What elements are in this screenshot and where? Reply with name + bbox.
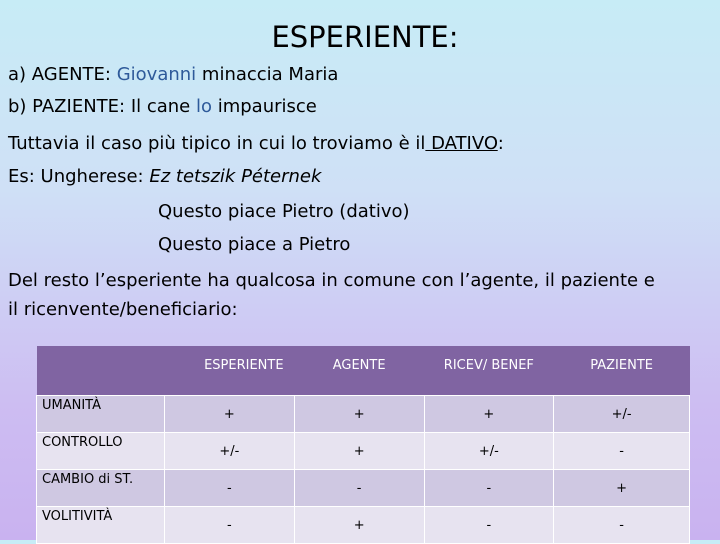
line-agente-prefix: a) AGENTE: [8, 64, 117, 85]
slide-title: ESPERIENTE: [271, 20, 459, 54]
table-header-cell [37, 346, 165, 396]
table-row [37, 433, 690, 470]
table-header-row [37, 346, 690, 396]
line-translation-1: Questo piace Pietro (dativo) [158, 201, 410, 222]
line-paziente-rest: impaurisce [212, 96, 317, 117]
table-cell: - [554, 507, 690, 544]
table-header-cell: RICEV/ BENEF [424, 346, 554, 396]
features-table [36, 346, 690, 544]
line-dativo-underlined: DATIVO [425, 133, 498, 154]
line-paziente-prefix: b) PAZIENTE: Il cane [8, 96, 196, 117]
table-row [37, 470, 690, 507]
line-example [8, 166, 321, 187]
table-cell: - [294, 470, 424, 507]
line-agente-highlight: Giovanni [116, 64, 197, 85]
table-cell: - [424, 470, 554, 507]
table-cell: +/- [164, 433, 294, 470]
line-dativo-rest: : [497, 133, 504, 154]
table-row-label: CONTROLLO [37, 433, 165, 470]
line-example-prefix: Es: Ungherese: [8, 166, 150, 187]
table-cell: + [164, 396, 294, 433]
table-cell: - [164, 507, 294, 544]
table-row-label: UMANITÀ [37, 396, 165, 433]
table-cell: + [294, 433, 424, 470]
table-cell: +/- [554, 396, 690, 433]
table-cell: - [424, 507, 554, 544]
table-cell: +/- [424, 433, 554, 470]
table-row-label: VOLITIVITÀ [37, 507, 165, 544]
line-agente [8, 64, 338, 85]
line-paziente [8, 96, 317, 117]
line-translation-2: Questo piace a Pietro [158, 234, 351, 255]
table-cell: - [164, 470, 294, 507]
table-cell: - [554, 433, 690, 470]
line-paziente-highlight: lo [195, 96, 212, 117]
line-dativo-prefix: Tuttavia il caso più tipico in cui lo troviamo è il [8, 133, 426, 154]
table-cell: + [294, 396, 424, 433]
table-row [37, 396, 690, 433]
line-conclusion-2: il ricenvente/beneficiario: [8, 299, 238, 320]
table-cell: + [554, 470, 690, 507]
table-header-cell: PAZIENTE [554, 346, 690, 396]
table-row [37, 507, 690, 544]
table-header-cell: AGENTE [294, 346, 424, 396]
table-cell: + [294, 507, 424, 544]
line-example-italic: Ez tetszik Péternek [149, 166, 322, 187]
line-dativo [8, 133, 504, 154]
table-row-label: CAMBIO di ST. [37, 470, 165, 507]
table-cell: + [424, 396, 554, 433]
line-conclusion-1: Del resto l’esperiente ha qualcosa in comune con l’agente, il paziente e [8, 270, 655, 291]
line-agente-rest: minaccia Maria [196, 64, 339, 85]
table-header-cell: ESPERIENTE [164, 346, 294, 396]
